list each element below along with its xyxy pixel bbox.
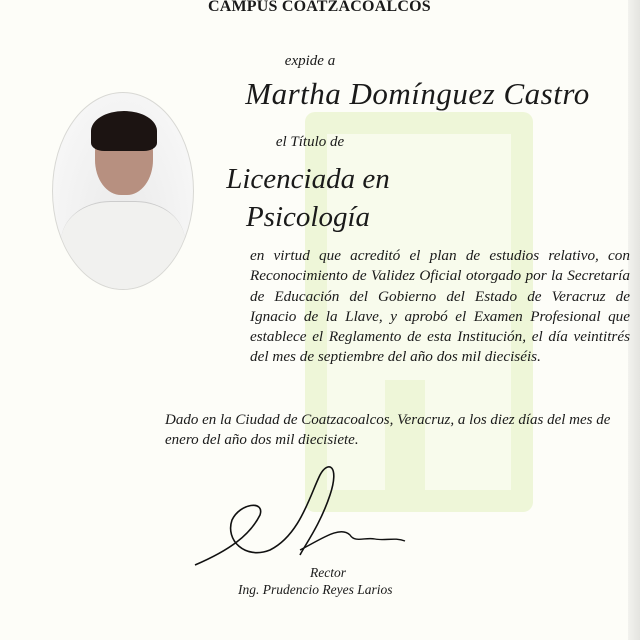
rector-signature xyxy=(190,455,420,575)
photo-hair xyxy=(91,111,157,151)
title-of-text: el Título de xyxy=(275,134,345,150)
issue-date-text: Dado en la Ciudad de Coatzacoalcos, Veracruz, a los diez días del mes de enero del año dos mil diecisiete. xyxy=(165,412,611,448)
body-text: en virtud que acreditó el plan de estudios relativo, con Reconocimiento de Validez Oficial otorgado por la Secretaría de Educación del Gobierno del Estado de Veracruz de Ignacio de la Llave, y aprobó el Examen Profesional que establece el Reglamento de esta Institución, el día veintitrés del mes de septiembre del año dos mil dieciséis. xyxy=(250,247,630,366)
degree-line-2: Psicología xyxy=(245,201,371,233)
campus-heading: CAMPUS COATZACOALCOS xyxy=(208,0,431,15)
photo-shirt xyxy=(61,201,185,290)
issues-to-text: expide a xyxy=(284,53,336,69)
degree-line-1: Licenciada en xyxy=(226,163,390,195)
graduate-photo xyxy=(52,92,194,290)
certificate-body xyxy=(250,246,630,368)
signatory-name: Ing. Prudencio Reyes Larios xyxy=(238,582,393,597)
recipient-name: Martha Domínguez Castro xyxy=(245,76,590,111)
signatory-role: Rector xyxy=(310,565,346,580)
